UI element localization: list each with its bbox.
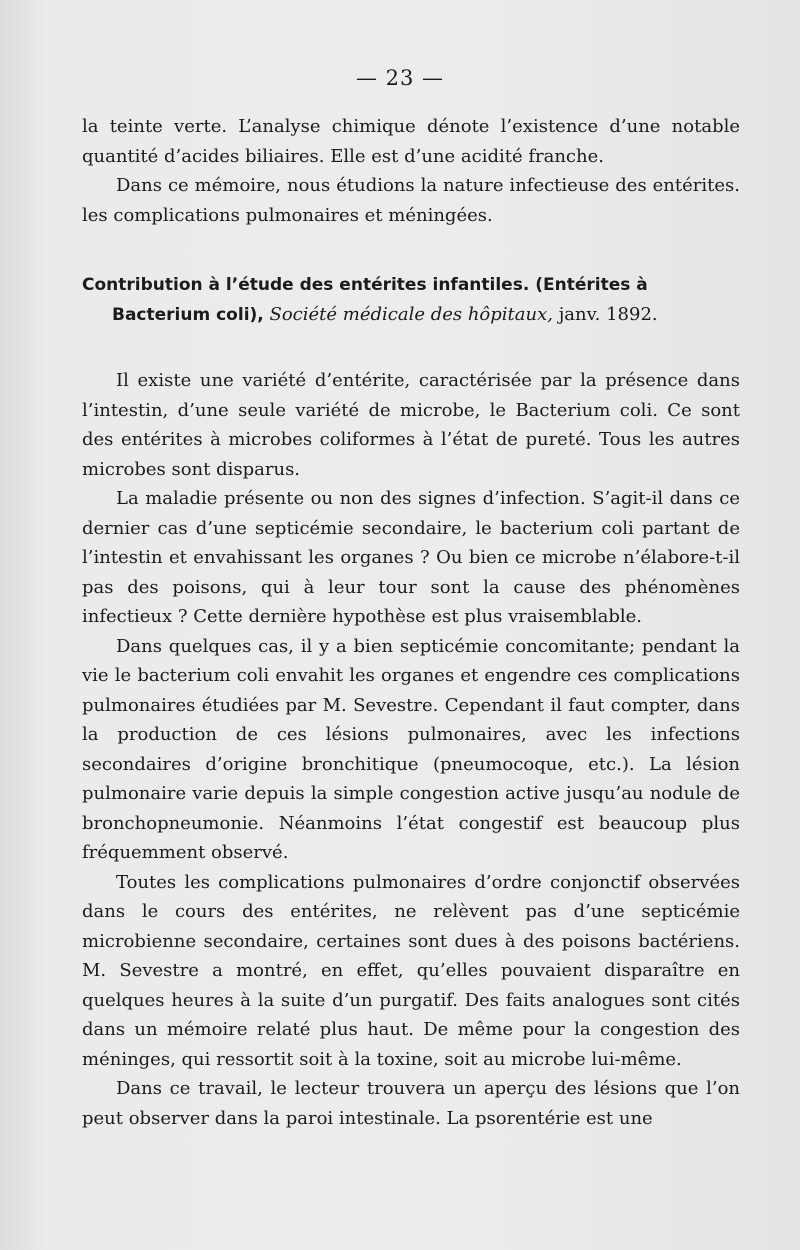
page-body (82, 112, 740, 1133)
title-date: janv. 1892. (558, 304, 658, 325)
paragraph-continued: la teinte verte. L’analyse chimique dénote l’existence d’une notable quantité d’acides biliaires. Elle est d’une acidité franche. (82, 116, 740, 167)
paragraph: Dans quelques cas, il y a bien septicémie concomitante; pendant la vie le bacterium coli envahit les organes et engendre ces complications pulmonaires étudiées par M. Sevestre. Cependant il faut compter, dans la production de ces lésions pulmonaires, avec les infections secondaires d’origine bronchitique (pneumocoque, etc.). La lésion pulmonaire varie depuis la simple congestion active jusqu’au nodule de bronchopneumonie. Néanmoins l’état congestif est beaucoup plus fréquemment observé. (82, 635, 740, 863)
page-number: — 23 — (355, 66, 445, 90)
spacer (82, 344, 740, 366)
section-title (82, 270, 740, 330)
title-sub-1: Entérites à (543, 275, 648, 295)
paragraph: La maladie présente ou non des signes d’infection. S’agit-il dans ce dernier cas d’une septicémie secondaire, le bacterium coli partant de l’intestin et envahissant les organes ? Ou bien ce microbe n’élabore-t-il pas des poisons, qui à leur tour sont la cause des phénomènes infectieux ? Cette dernière hypothèse est plus vraisemblable. (82, 488, 740, 627)
paragraph: Il existe une variété d’entérite, caractérisée par la présence dans l’intestin, d’une seule variété de microbe, le Bacterium coli. Ce sont des entérites à microbes coliformes à l’état de pureté. Tous les autres microbes sont disparus. (82, 370, 740, 480)
title-journal: Société médicale des hôpitaux, (269, 304, 553, 325)
title-line-1 (82, 270, 740, 300)
title-paren: ( (535, 275, 543, 295)
title-line-2 (82, 300, 740, 330)
paragraph: Dans ce mémoire, nous étudions la nature infectieuse des entérites. les complications pulmonaires et méningées. (82, 175, 740, 226)
paragraph: Toutes les complications pulmonaires d’ordre conjonctif observées dans le cours des entérites, ne relèvent pas d’une septicémie microbienne secondaire, certaines sont dues à des poisons bactériens. M. Sevestre a montré, en effet, qu’elles pouvaient disparaître en quelques heures à la suite d’un purgatif. Des faits analogues sont cités dans un mémoire relaté plus haut. De même pour la congestion des méninges, qui ressortit soit à la toxine, soit au microbe lui-même. (82, 871, 740, 1070)
title-main: Contribution à l’étude des entérites infantiles. (82, 275, 530, 295)
paragraph: Dans ce travail, le lecteur trouvera un aperçu des lésions que l’on peut observer dans la paroi intestinale. La psorentérie est une (82, 1078, 740, 1129)
title-sub-2: Bacterium coli), (112, 305, 264, 325)
